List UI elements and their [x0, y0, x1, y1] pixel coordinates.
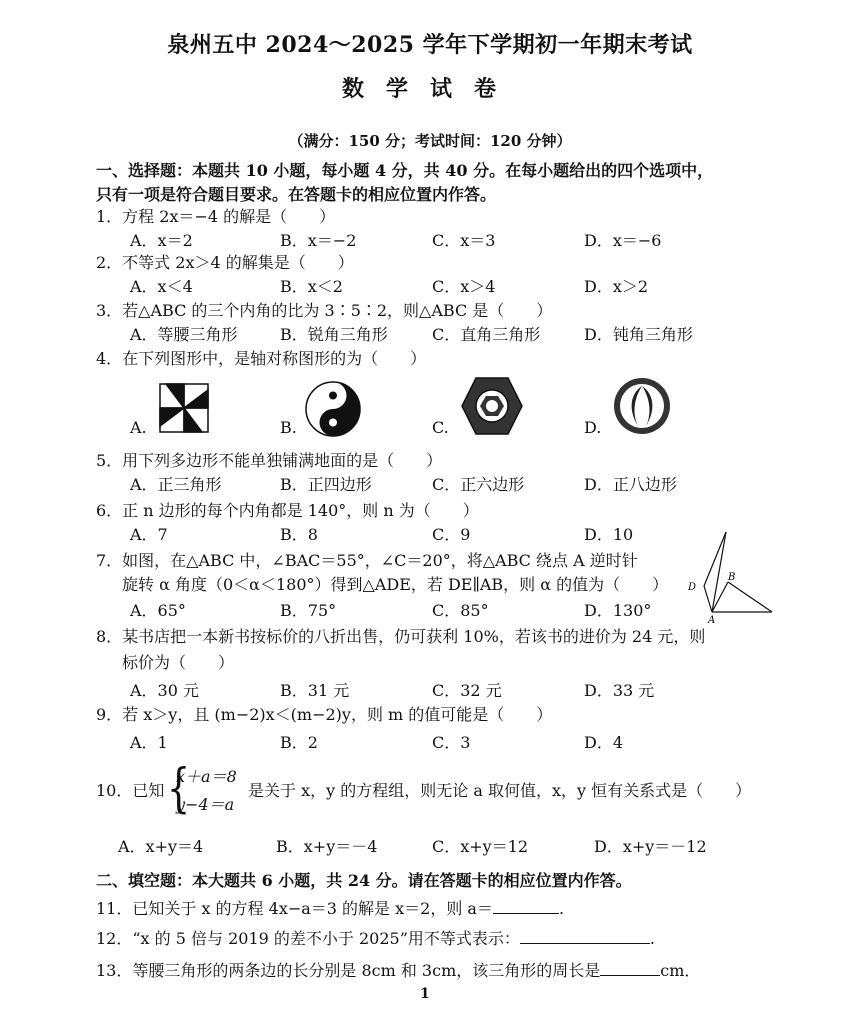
question-3-stem: 3．若△ABC 的三个内角的比为 3∶5∶2，则△ABC 是（ ） — [96, 301, 553, 320]
question-5-option-c: C．正六边形 — [432, 475, 525, 494]
question-7-stem: 7．如图，在△ABC 中，∠BAC＝55°，∠C＝20°，将△ABC 绕点 A 逆时针 — [96, 551, 638, 570]
question-11-period: . — [558, 899, 565, 918]
question-10-option-a: A．x+y＝4 — [118, 837, 204, 856]
question-4-option-d: D. — [584, 418, 602, 437]
question-7-option-a: A．65° — [130, 601, 186, 620]
rotation-triangle-figure — [680, 528, 780, 624]
question-7-stem-line2: 旋转 α 角度（0＜α＜180°）得到△ADE，若 DE∥AB，则 α 的值为（ ） — [122, 575, 669, 594]
question-8-stem-line2: 标价为（ ） — [122, 653, 235, 672]
yin-yang-figure — [304, 380, 362, 438]
question-8-stem: 8．某书店把一本新书按标价的八折出售，仍可获利 10%，若该书的进价为 24 元，则 — [96, 627, 706, 646]
question-12-stem: 12．“x 的 5 倍与 2019 的差不小于 2025”用不等式表示： — [96, 929, 520, 948]
question-10-option-d: D．x+y＝－12 — [594, 837, 707, 856]
question-10-equation-1: x＋a＝8 — [176, 767, 237, 786]
page-number: 1 — [420, 986, 430, 1002]
question-9-stem: 9．若 x＞y，且 (m−2)x＜(m−2)y，则 m 的值可能是（ ） — [96, 705, 553, 724]
question-8-option-a: A．30 元 — [130, 681, 200, 700]
question-1-option-a: A．x＝2 — [130, 231, 193, 250]
question-8-option-d: D．33 元 — [584, 681, 655, 700]
question-6-option-b: B．8 — [280, 525, 318, 544]
question-4-option-c: C. — [432, 418, 449, 437]
exam-title: 泉州五中 2024～2025 学年下学期初一年期末考试 — [167, 32, 693, 58]
question-4-stem: 4．在下列图形中，是轴对称图形的为（ ） — [96, 349, 427, 368]
question-2-stem: 2．不等式 2x＞4 的解集是（ ） — [96, 253, 354, 272]
question-5-stem: 5．用下列多边形不能单独铺满地面的是（ ） — [96, 451, 443, 470]
question-12-period: . — [649, 929, 655, 948]
question-9-option-b: B．2 — [280, 733, 318, 752]
question-7-option-d: D．130° — [584, 601, 652, 620]
question-8-option-c: C．32 元 — [432, 681, 502, 700]
hexagon-nut-figure — [460, 376, 524, 436]
question-6-option-a: A．7 — [130, 525, 168, 544]
question-2-option-b: B．x＜2 — [280, 277, 343, 296]
question-11 — [96, 896, 564, 919]
question-9-option-d: D．4 — [584, 733, 624, 752]
question-12 — [96, 926, 655, 949]
question-13-answer-blank[interactable] — [600, 961, 660, 976]
question-3-option-a: A．等腰三角形 — [130, 325, 238, 344]
question-8-option-b: B．31 元 — [280, 681, 350, 700]
exam-meta: （满分：150 分；考试时间：120 分钟） — [288, 132, 572, 150]
question-10-option-b: B．x+y＝－4 — [276, 837, 378, 856]
equation-brace: { — [166, 759, 191, 819]
question-12-answer-blank[interactable] — [520, 929, 650, 944]
pinwheel-figure — [156, 380, 212, 436]
question-2-option-a: A．x＜4 — [130, 277, 193, 296]
question-1-option-d: D．x＝−6 — [584, 231, 662, 250]
question-11-answer-blank[interactable] — [493, 899, 559, 914]
ring-logo-figure — [612, 376, 672, 436]
question-6-option-c: C．9 — [432, 525, 471, 544]
subject-title: 数学试卷 — [341, 76, 518, 102]
question-6-option-d: D．10 — [584, 525, 634, 544]
question-4-option-b: B. — [280, 418, 297, 437]
question-13-stem: 13．等腰三角形的两条边的长分别是 8cm 和 3cm，该三角形的周长是 — [96, 961, 601, 980]
question-4-option-a: A. — [130, 418, 147, 437]
section1-heading-line2: 只有一项是符合题目要求。在答题卡的相应位置内作答。 — [96, 185, 497, 204]
question-6-stem: 6．正 n 边形的每个内角都是 140°，则 n 为（ ） — [96, 501, 479, 520]
question-2-option-d: D．x＞2 — [584, 277, 649, 296]
question-13 — [96, 958, 700, 981]
question-9-option-a: A．1 — [130, 733, 168, 752]
question-10-option-c: C．x+y＝12 — [432, 837, 529, 856]
section2-heading: 二、填空题：本大题共 6 小题，共 24 分。请在答题卡的相应位置内作答。 — [96, 871, 632, 890]
question-10-stem-pre: 10．已知 — [96, 781, 165, 800]
question-10-equation-2: y−4＝a — [176, 795, 235, 814]
question-3-option-b: B．锐角三角形 — [280, 325, 388, 344]
question-7-option-c: C．85° — [432, 601, 489, 620]
question-1-option-b: B．x＝−2 — [280, 231, 357, 250]
question-11-stem: 11．已知关于 x 的方程 4x−a＝3 的解是 x＝2，则 a＝ — [96, 899, 493, 918]
question-5-option-d: D．正八边形 — [584, 475, 677, 494]
figure7-label-b: B — [728, 572, 736, 583]
question-5-option-a: A．正三角形 — [130, 475, 222, 494]
question-10-stem-post: 是关于 x，y 的方程组，则无论 a 取何值，x，y 恒有关系式是（ ） — [248, 781, 752, 800]
question-7-option-b: B．75° — [280, 601, 337, 620]
question-2-option-c: C．x＞4 — [432, 277, 496, 296]
question-3-option-c: C．直角三角形 — [432, 325, 541, 344]
question-1-stem: 1．方程 2x＝−4 的解是（ ） — [96, 207, 336, 226]
question-9-option-c: C．3 — [432, 733, 471, 752]
question-1-option-c: C．x＝3 — [432, 231, 496, 250]
figure7-label-a: A — [708, 615, 716, 624]
question-3-option-d: D．钝角三角形 — [584, 325, 693, 344]
question-13-unit: cm． — [660, 961, 701, 980]
figure7-label-d: D — [688, 582, 697, 593]
section1-heading-line1: 一、选择题：本题共 10 小题，每小题 4 分，共 40 分。在每小题给出的四个选项中， — [96, 161, 714, 180]
question-5-option-b: B．正四边形 — [280, 475, 372, 494]
